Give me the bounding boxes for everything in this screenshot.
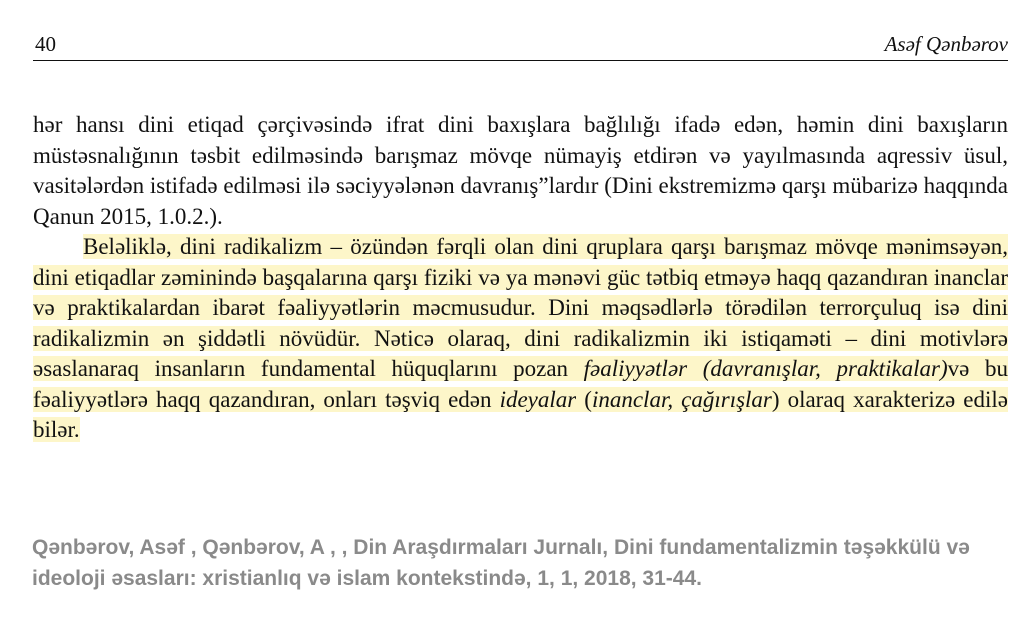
paragraph-2 (33, 232, 1008, 446)
highlighted-italic-text: inanclar, çağırışlar (591, 386, 772, 412)
page-header (33, 30, 1008, 61)
highlighted-italic-text: ideyalar (499, 386, 577, 412)
paragraph-1: hər hansı dini etiqad çərçivəsində ifrat dini baxışlara bağlılığı ifadə edən, həmin dini baxışların müstəsnalığının təsbit edilməsində barışmaz mövqe nümayiş etdirən və yayılmasında aqressiv üsul, vasitələrdən istifadə edilməsi ilə səciyyələnən davranış”lardır (Dini ekstremizmə qarşı mübarizə haqqında Qanun 2015, 1.0.2.). (33, 112, 1008, 229)
citation: Qənbərov, Asəf , Qənbərov, A , , Din Araşdırmaları Jurnalı, Dini fundamentalizmin təşəkkülü və ideoloji əsasları: xristianlıq və islam kontekstində, 1, 1, 2018, 31-44. (32, 536, 970, 590)
highlighted-text: ( (576, 386, 592, 412)
running-head-author: Asəf Qənbərov (884, 32, 1008, 56)
highlighted-italic-text: fəaliyyətlər (davranışlar, praktikalar) (583, 356, 948, 381)
body-text (33, 110, 1008, 446)
highlighted-text: və bu fəaliyyətlərə haqq qazandıran, onları təşviq edən (33, 356, 1008, 412)
highlighted-text: ) olaraq xarakterizə edilə bilər. (33, 386, 1008, 442)
highlighted-text: Beləliklə, dini radikalizm – özündən fərqli olan dini qruplara qarşı barışmaz mövqe mənimsəyən, dini etiqadlar zəminində başqalarına qarşı fiziki və ya mənəvi güc tətbiq etməyə haqq qazandıran inanclar və praktikalardan ibarət fəaliyyətlərin məcmusudur. Dini məqsədlərlə törədilən terrorçuluq isə dini radikalizmin ən şiddətli növüdür. Nəticə olaraq, dini radikalizmin iki istiqaməti – dini motivlərə əsaslanaraq insanların fundamental hüquqlarını pozan (33, 234, 1008, 381)
page-number: 40 (35, 32, 56, 56)
